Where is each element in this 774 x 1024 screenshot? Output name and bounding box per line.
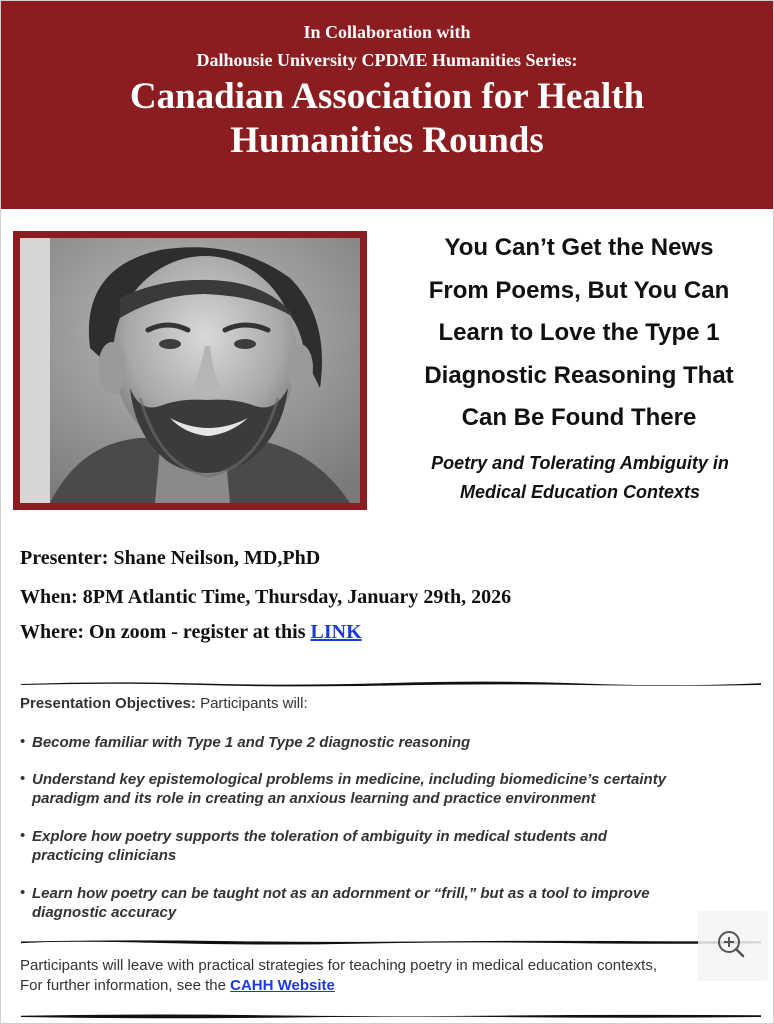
presenter-info: Presenter: Shane Neilson, MD,PhD (20, 547, 321, 569)
objective-line: diagnostic accuracy (32, 904, 177, 921)
series-line: Dalhousie University CPDME Humanities Series: (196, 50, 578, 70)
presenter-photo (20, 238, 360, 503)
objective-line: Understand key epistemological problems in medicine, including biomedicine’s certainty (32, 771, 667, 788)
talk-title-line: You Can’t Get the News (444, 234, 714, 261)
zoom-in-button[interactable] (698, 911, 768, 981)
objective-text (32, 884, 760, 922)
talk-title-line: Diagnostic Reasoning That (424, 361, 734, 389)
objective-text (32, 733, 760, 752)
talk-subtitle-line: Poetry and Tolerating Ambiguity in (431, 453, 729, 473)
objective-line: practicing clinicians (32, 847, 177, 864)
footer-prefix: For further information, see the (20, 977, 231, 994)
objective-line: Become familiar with Type 1 and Type 2 diagnostic reasoning (32, 734, 471, 751)
talk-title (389, 227, 769, 440)
talk-title-line: Learn to Love the Type 1 (438, 319, 720, 346)
presenter-photo-frame (13, 231, 367, 510)
objective-line: Learn how poetry can be taught not as an adornment or “frill,” but as a tool to improve (32, 885, 650, 902)
objective-line: Explore how poetry supports the toleration of ambiguity in medical students and (32, 828, 608, 845)
brush-divider (21, 1012, 761, 1019)
talk-title-line: Can Be Found There (461, 404, 697, 431)
event-location (20, 621, 362, 644)
bullet-icon: • (20, 770, 26, 787)
header-banner (1, 1, 773, 209)
brush-divider (21, 938, 761, 945)
talk-subtitle (384, 449, 774, 507)
event-time: When: 8PM Atlantic Time, Thursday, January 29th, 2026 (20, 586, 512, 608)
objective-line: paradigm and its role in creating an anxious learning and practice environment (32, 790, 596, 807)
page-title (1, 75, 773, 163)
footer-line: Participants will leave with practical strategies for teaching poetry in medical education contexts, (20, 957, 657, 974)
collaboration-line: In Collaboration with (303, 22, 471, 42)
cahh-website-link[interactable]: CAHH Website (230, 977, 335, 994)
bullet-icon: • (20, 733, 26, 750)
objectives-heading-label: Presentation Objectives: (20, 695, 196, 712)
talk-title-line: From Poems, But You Can (428, 276, 730, 304)
objectives-heading (20, 695, 308, 712)
location-text: Where: On zoom - register at this (20, 621, 311, 643)
register-link[interactable]: LINK (310, 621, 362, 643)
bullet-icon: • (20, 827, 26, 844)
bullet-icon: • (20, 884, 26, 901)
zoom-in-icon (698, 911, 768, 981)
brush-divider (21, 680, 761, 687)
talk-subtitle-line: Medical Education Contexts (459, 482, 701, 502)
objective-text (32, 827, 760, 865)
title-line-1: Canadian Association for Health (129, 76, 645, 117)
objective-text (32, 770, 760, 808)
footer-line (20, 976, 765, 996)
objectives-heading-suffix: Participants will: (195, 695, 308, 712)
title-line-2: Humanities Rounds (230, 120, 544, 161)
footer-text (20, 956, 765, 996)
